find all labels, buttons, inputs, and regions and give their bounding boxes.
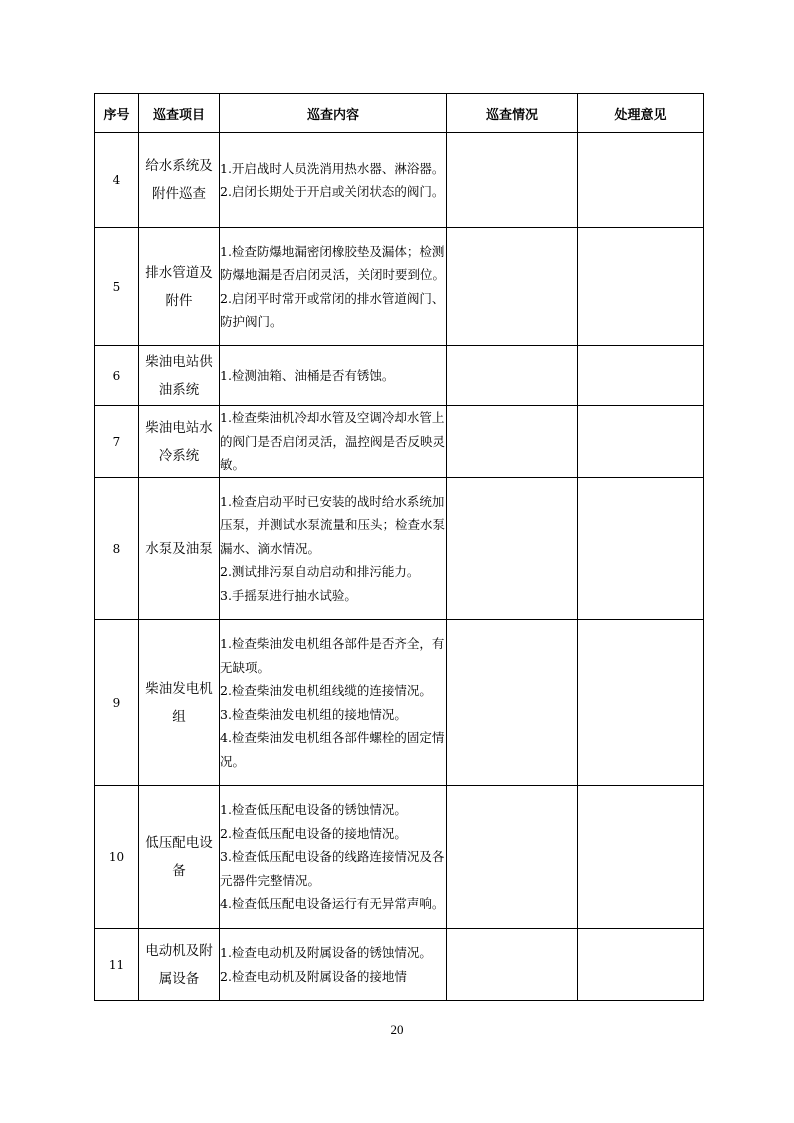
header-content: 巡查内容 (220, 94, 447, 133)
row-status-cell (447, 620, 578, 786)
table-row (95, 786, 704, 929)
row-item: 柴油电站供油系统 (139, 346, 220, 406)
row-item: 柴油发电机组 (139, 620, 220, 786)
row-number: 7 (95, 406, 139, 478)
header-serial: 序号 (95, 94, 139, 133)
row-number: 4 (95, 133, 139, 228)
content-line: 3.检查低压配电设备的线路连接情况及各元器件完整情况。 (220, 849, 445, 888)
row-status-cell (447, 478, 578, 620)
row-content (220, 786, 447, 929)
row-opinion-cell (578, 228, 704, 346)
content-line: 1.检查防爆地漏密闭橡胶垫及漏体；检测防爆地漏是否启闭灵活，关闭时要到位。 (220, 243, 446, 282)
row-content (220, 133, 447, 228)
content-line: 2.启闭平时常开或常闭的排水管道阀门、防护阀门。 (220, 290, 445, 329)
row-status-cell (447, 786, 578, 929)
row-status-cell (447, 228, 578, 346)
row-opinion-cell (578, 346, 704, 406)
table-row (95, 620, 704, 786)
row-number: 8 (95, 478, 139, 620)
table-row (95, 406, 704, 478)
row-number: 9 (95, 620, 139, 786)
content-line: 2.启闭长期处于开启或关闭状态的阀门。 (220, 184, 445, 199)
content-line: 1.检查柴油发电机组各部件是否齐全，有无缺项。 (220, 636, 445, 675)
content-line: 4.检查柴油发电机组各部件螺栓的固定情况。 (220, 730, 445, 769)
row-opinion-cell (578, 478, 704, 620)
content-line: 2.检查柴油发电机组线缆的连接情况。 (220, 683, 432, 698)
row-content (220, 406, 447, 478)
row-item: 低压配电设备 (139, 786, 220, 929)
content-line: 3.检查柴油发电机组的接地情况。 (220, 706, 407, 722)
table-row (95, 133, 704, 228)
row-status-cell (447, 406, 578, 478)
row-status-cell (447, 133, 578, 228)
table-row (95, 929, 704, 1001)
content-line: 2.检查电动机及附属设备的接地情 (220, 968, 407, 984)
table-row (95, 228, 704, 346)
row-content (220, 346, 447, 406)
row-status-cell (447, 346, 578, 406)
row-item: 电动机及附属设备 (139, 929, 220, 1001)
row-number: 11 (95, 929, 139, 1001)
row-number: 6 (95, 346, 139, 406)
table-row (95, 346, 704, 406)
row-opinion-cell (578, 929, 704, 1001)
row-number: 5 (95, 228, 139, 346)
inspection-table (94, 93, 704, 1001)
row-status-cell (447, 929, 578, 1001)
content-line: 1.开启战时人员洗消用热水器、淋浴器。 (220, 160, 445, 176)
content-line: 1.检查电动机及附属设备的锈蚀情况。 (220, 945, 432, 960)
row-content (220, 620, 447, 786)
row-item: 柴油电站水冷系统 (139, 406, 220, 478)
content-line: 1.检测油箱、油桶是否有锈蚀。 (220, 367, 395, 383)
header-item: 巡查项目 (139, 94, 220, 133)
row-item: 水泵及油泵 (139, 478, 220, 620)
page-number: 20 (390, 1022, 404, 1037)
row-content (220, 929, 447, 1001)
content-line: 1.检查柴油机冷却水管及空调冷却水管上的阀门是否启闭灵活，温控阀是否反映灵敏。 (220, 410, 446, 473)
header-opinion: 处理意见 (578, 94, 704, 133)
row-opinion-cell (578, 620, 704, 786)
content-line: 4.检查低压配电设备运行有无异常声响。 (220, 896, 445, 912)
row-item: 排水管道及附件 (139, 228, 220, 346)
row-content (220, 228, 447, 346)
content-line: 1.检查启动平时已安装的战时给水系统加压泵，并测试水泵流量和压头；检查水泵漏水、滴水情况。 (220, 493, 446, 556)
table-row (95, 478, 704, 620)
header-status: 巡查情况 (447, 94, 578, 133)
content-line: 2.检查低压配电设备的接地情况。 (220, 825, 407, 841)
table-header-row (95, 94, 704, 133)
row-opinion-cell (578, 133, 704, 228)
content-line: 3.手摇泵进行抽水试验。 (220, 587, 357, 603)
row-item: 给水系统及附件巡查 (139, 133, 220, 228)
content-line: 2.测试排污泵自动启动和排污能力。 (220, 564, 420, 580)
row-content (220, 478, 447, 620)
content-line: 1.检查低压配电设备的锈蚀情况。 (220, 802, 407, 818)
row-number: 10 (95, 786, 139, 929)
row-opinion-cell (578, 406, 704, 478)
row-opinion-cell (578, 786, 704, 929)
